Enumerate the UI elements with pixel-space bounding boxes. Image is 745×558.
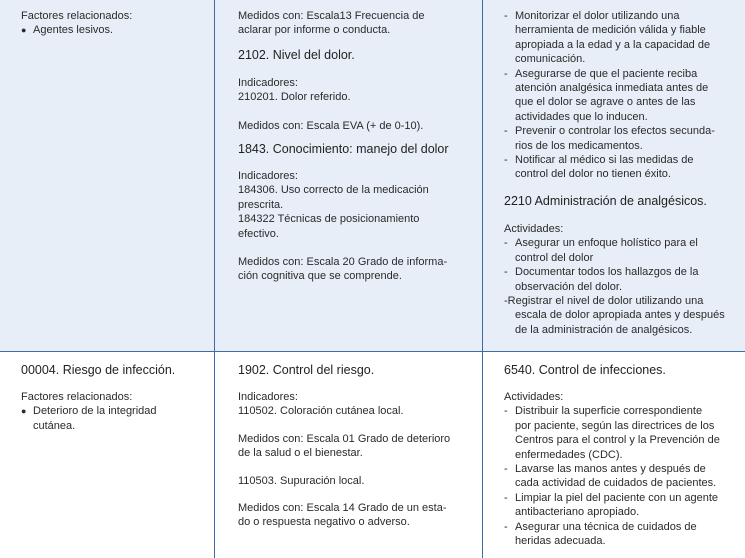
heading-riesgo-infeccion: 00004. Riesgo de infección. (21, 363, 176, 377)
indicador-item: 210201. Dolor referido. (238, 91, 351, 104)
row-divider (0, 351, 745, 352)
heading-nivel-dolor: 2102. Nivel del dolor. (238, 47, 355, 62)
heading-conocimiento: 1843. Conocimiento: manejo del dolor (238, 142, 449, 157)
medidos-text: Medidos con: Escala 20 Grado de informa- ción cognitiva que se comprende. (238, 256, 448, 283)
actividades-label: Actividades: (504, 391, 564, 403)
factores-label: Factores relacionados: (21, 10, 133, 22)
activity-item: - Limpiar la piel del paciente con un agente antibacteriano apropiado. (504, 491, 719, 519)
activity-item: - Monitorizar el dolor utilizando una herramienta de medición válida y fiable apropiada a la edad y a la capacidad de comunicación. (504, 10, 711, 66)
activity-item: - Lavarse las manos antes y después de cada actividad de cuidados de pacientes. (504, 463, 717, 490)
factor-item: ● Agentes lesivos. (21, 23, 204, 37)
medidos-text: Medidos con: Escala 14 Grado de un esta- do o respuesta negativo o adverso. (238, 502, 447, 529)
factor-item: ● Deterioro de la integridad cutánea. (21, 404, 204, 433)
medidos-text: Medidos con: Escala EVA (+ de 0-10). (238, 119, 424, 132)
medidos-text: Medidos con: Escala13 Frecuencia de aclarar por informe o conducta. (238, 10, 425, 37)
column-divider (214, 0, 215, 558)
heading-control-infecciones: 6540. Control de infecciones. (504, 363, 666, 377)
indicador-item: 184322 Técnicas de posicionamiento efectivo. (238, 213, 420, 240)
heading-control-riesgo: 1902. Control del riesgo. (238, 363, 375, 377)
cell-resultados (215, 352, 482, 530)
cell-intervenciones (483, 0, 745, 337)
indicadores-label: Indicadores: (238, 170, 298, 183)
activity-item: - Asegurar una técnica de cuidados de heridas adecuada. (504, 520, 697, 548)
column-divider (482, 0, 483, 558)
medidos-text: Medidos con: Escala 01 Grado de deterioro de la salud o el bienestar. (238, 432, 451, 460)
indicadores-label: Indicadores: (238, 391, 298, 403)
indicador-item: 184306. Uso correcto de la medicación prescrita. (238, 184, 429, 211)
indicador-item: 110503. Supuración local. (238, 474, 365, 487)
activity-item: -Registrar el nivel de dolor utilizando una escala de dolor apropiada antes y después de la administración de analgésicos. (504, 294, 725, 336)
indicadores-label: Indicadores: (238, 76, 298, 89)
activity-item: - Notificar al médico si las medidas de control del dolor no tienen éxito. (504, 154, 694, 181)
activity-item: - Asegurarse de que el paciente reciba atención analgésica inmediata antes de que el dolor se agrave o antes de las actividades que lo inducen. (504, 67, 709, 123)
cell-resultados (215, 0, 482, 284)
cell-diagnostico (0, 352, 214, 433)
table-row-infeccion (0, 352, 745, 558)
cell-intervenciones (483, 352, 745, 548)
actividades-label: Actividades: (504, 222, 564, 235)
factores-label: Factores relacionados: (21, 391, 133, 403)
activity-item: - Asegurar un enfoque holístico para el control del dolor (504, 237, 698, 264)
indicador-item: 110502. Coloración cutánea local. (238, 405, 404, 418)
cell-diagnostico (0, 0, 214, 38)
activity-item: - Prevenir o controlar los efectos secunda- rios de los medicamentos. (504, 125, 715, 152)
activity-item: - Distribuir la superficie correspondiente por paciente, según las directrices de los Centros para el control y la Prevención de enfermedades (CDC). (504, 405, 720, 461)
activity-item: - Documentar todos los hallazgos de la observación del dolor. (504, 266, 699, 293)
heading-analgesicos: 2210 Administración de analgésicos. (504, 193, 707, 208)
